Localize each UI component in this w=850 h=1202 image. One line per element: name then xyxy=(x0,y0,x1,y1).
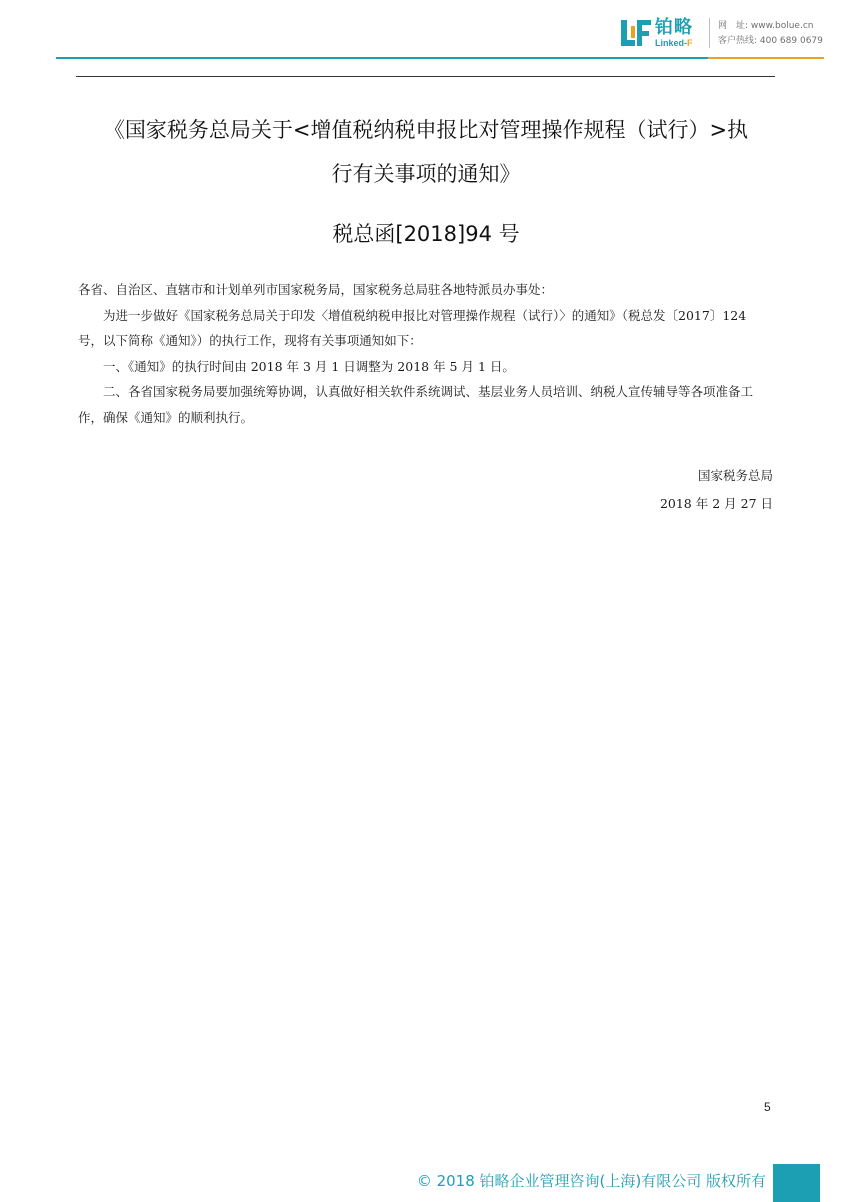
contact-info xyxy=(718,19,823,49)
signature-block xyxy=(660,462,773,518)
paragraph-item-2: 二、各省国家税务局要加强统筹协调，认真做好相关软件系统调试、基层业务人员培训、纳税人宣传辅导等各项准备工作，确保《通知》的顺利执行。 xyxy=(78,384,754,425)
logo-mark-icon xyxy=(621,18,651,48)
paragraph-item-1: 一、《通知》的执行时间由 2018 年 3 月 1 日调整为 2018 年 5 月 1 日。 xyxy=(103,358,515,374)
footer-copyright: © 2018 铂略企业管理咨询(上海)有限公司 版权所有 xyxy=(416,1172,766,1190)
logo-chinese-name: 铂略 xyxy=(655,17,693,38)
hotline-text: 客户热线: 400 689 0679 xyxy=(718,36,823,46)
footer-accent-block xyxy=(773,1164,820,1202)
document-number: 税总函[2018]94 号 xyxy=(332,222,520,246)
content-top-rule xyxy=(76,76,775,77)
title-line-1: 《国家税务总局关于<增值税纳税申报比对管理操作规程（试行）>执 xyxy=(103,118,749,142)
title-line-2: 行有关事项的通知》 xyxy=(331,162,521,186)
addressee: 各省、自治区、直辖市和计划单列市国家税务局，国家税务总局驻各地特派员办事处： xyxy=(78,282,554,297)
page-number: 5 xyxy=(764,1100,771,1114)
header-rule-orange xyxy=(708,57,824,59)
website-text: 网 址: www.bolue.cn xyxy=(718,21,814,31)
signature-org: 国家税务总局 xyxy=(697,468,773,483)
document-title xyxy=(76,108,776,196)
company-logo xyxy=(621,18,693,48)
paragraph-intro: 为进一步做好《国家税务总局关于印发〈增值税纳税申报比对管理操作规程（试行）〉的通知》（税总发〔2017〕124 号，以下简称《通知》）的执行工作，现将有关事项通知如下： xyxy=(78,307,747,348)
logo-english-name: Linked-F xyxy=(655,38,693,48)
signature-date: 2018 年 2 月 27 日 xyxy=(659,496,773,511)
document-body xyxy=(78,277,774,430)
header-divider xyxy=(709,18,710,48)
